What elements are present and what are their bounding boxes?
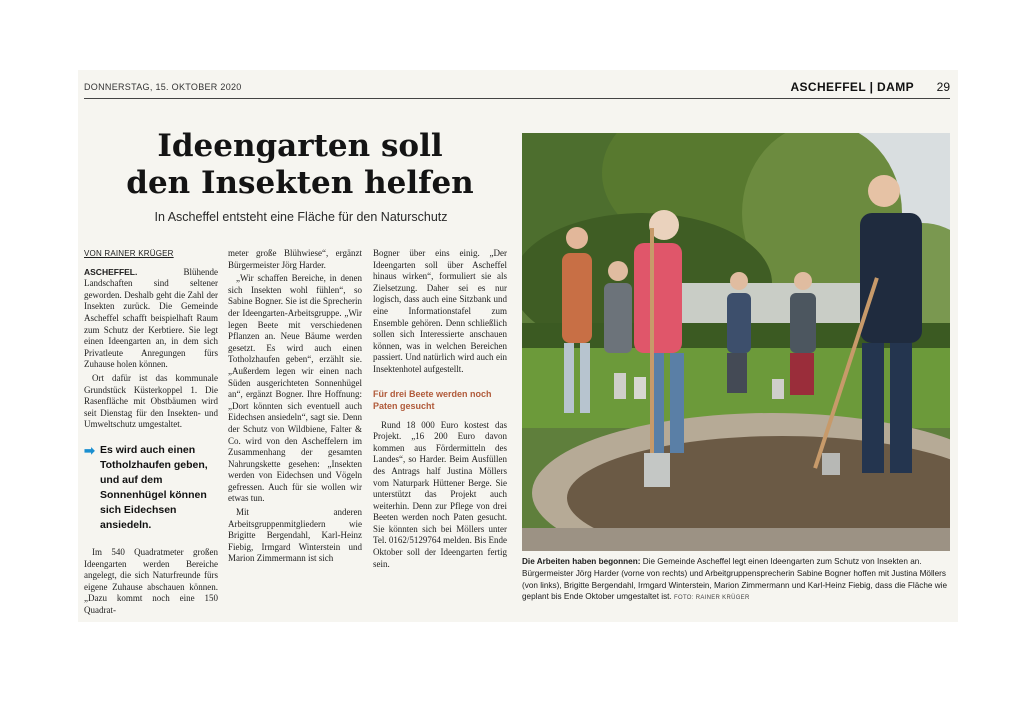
article-column-1 — [84, 248, 218, 618]
byline: VON RAINER KRÜGER — [84, 249, 174, 258]
paragraph: Rund 18 000 Euro kostest das Projekt. „16 200 Euro davon kommen aus Fördermitteln des Landes“, so Harder. Beim Ausfüllen des Antrags half Justina Möllers vom Naturpark Hüttener Berge. Sie unterstützt das Projekt auch weiterhin. Denn zur Pflege von drei Beeten werden noch Paten gesucht. Sie könnten sich bei Möllers unter Tel. 0162/5129764 melden. Bis Ende Oktober soll der Ideengarten fertig sein. — [373, 419, 507, 569]
page-number: 29 — [936, 80, 950, 94]
paragraph: Mit anderen Arbeitsgruppenmitgliedern wie Brigitte Bergendahl, Karl-Heinz Fiebig, Irmgard Winterstein und Marion Zimmermann ist sich — [228, 507, 362, 564]
paragraph: „Wir schaffen Bereiche, in denen sich Insekten wohl fühlen“, so Sabine Bogner. Sie ist die Sprecherin der Ideengarten-Arbeitsgruppe. „Wir legen Beete mit verschiedenen Pflanzen an. Neue Bäume werden gesetzt. Es wird auch einen Totholzhaufen geben“, erzählt sie. „Außerdem legen wir einen nach Süden ausgerichteten Sonnenhügel an“, ergänzt Bogner. Ihre Hoffnung: „Dort könnten sich eventuell auch Eidechsen ansiedeln“, sagt sie. Denn der Schutz von Wildbiene, Falter & Co. wird von den Ascheffelern im Zusammenhang der gesamten Nahrungskette gesehen: „Insekten werden von Eidechsen und Vögeln gefressen. Auch für sie wollen wir etwas tun. — [228, 273, 362, 504]
paragraph: Ort dafür ist das kommunale Grundstück Küsterkoppel 1. Die Rasenfläche mit Obstbäumen wird seit Dienstag für den Insekten- und Umweltschutz umgestaltet. — [84, 372, 218, 430]
paragraph: Im 540 Quadratmeter großen Ideengarten werden Bereiche angelegt, die sich Naturfreunde fürs eigene Zuhause abschauen können. „Dazu kommt noch eine 150 Quadrat- — [84, 546, 218, 615]
article-column-2 — [228, 248, 362, 567]
caption-lead: Die Arbeiten haben begonnen: — [522, 557, 641, 566]
article-headline — [110, 128, 490, 202]
paragraph: meter große Blühwiese“, ergänzt Bürgermeister Jörg Harder. — [228, 248, 362, 270]
article-column-3 — [373, 248, 507, 572]
article-subheadline: In Ascheffel entsteht eine Fläche für den Naturschutz — [154, 210, 448, 224]
headline-line-1: Ideengarten soll — [157, 128, 443, 164]
dateline: ASCHEFFEL. — [84, 266, 138, 277]
headline-line-2: den Insekten helfen — [126, 165, 474, 201]
pull-quote-text: Es wird auch einen Totholzhaufen geben, und auf dem Sonnenhügel können sich Eidechsen ansiedeln. — [100, 443, 208, 531]
masthead-rule — [84, 98, 950, 99]
garden-group-photo — [522, 133, 950, 551]
article-photo — [522, 133, 950, 551]
pull-quote — [84, 443, 218, 533]
paragraph: Bogner über eins einig. „Der Ideengarten soll über Ascheffel hinaus wirken“, formuliert sie als Zielsetzung. Daher sei es nur logisch, dass auch eine Sitzbank und eine Informationstafel zum Ensemble gehören. Denn schließlich sollen sich Interessierte anschauen können, was in welchen Bereichen passiert. Und natürlich wird auch ein Insektenhotel aufgestellt. — [373, 248, 507, 374]
caption-text: Die Gemeinde Ascheffel legt einen Ideengarten zum Schutz von Insekten an. Bürgermeister Jörg Harder (vorne von rechts) und Arbeitgruppensprecherin Sabine Bogner hoffen mit Justina Möllers (von links), Brigitte Bergendahl, Irmgard Winterstein, Marion Zimmermann und Karl-Heinz Fiebig, dass die Fläche wie geplant bis Ende Oktober umgestaltet ist. — [522, 557, 948, 602]
photo-credit: FOTO: RAINER KRÜGER — [674, 595, 750, 602]
section-title: ASCHEFFEL | DAMP — [790, 80, 914, 94]
photo-caption — [522, 556, 950, 605]
arrow-right-icon: ➡ — [84, 442, 95, 458]
issue-date: DONNERSTAG, 15. OKTOBER 2020 — [84, 82, 242, 92]
masthead — [84, 80, 950, 98]
paragraph — [84, 267, 218, 371]
section-subhead: Für drei Beete werden noch Paten gesucht — [373, 388, 492, 411]
paragraph-text: Blühende Landschaften sind seltener geworden. Deshalb geht die Zahl der Insekten zurück. Die Gemeinde Ascheffel schafft beispielhaft Raum zum Schutz der Kerbtiere. Sie legt einen Ideengarten an, in dem sich Privatleute Anregungen fürs Zuhause holen können. — [84, 266, 218, 370]
